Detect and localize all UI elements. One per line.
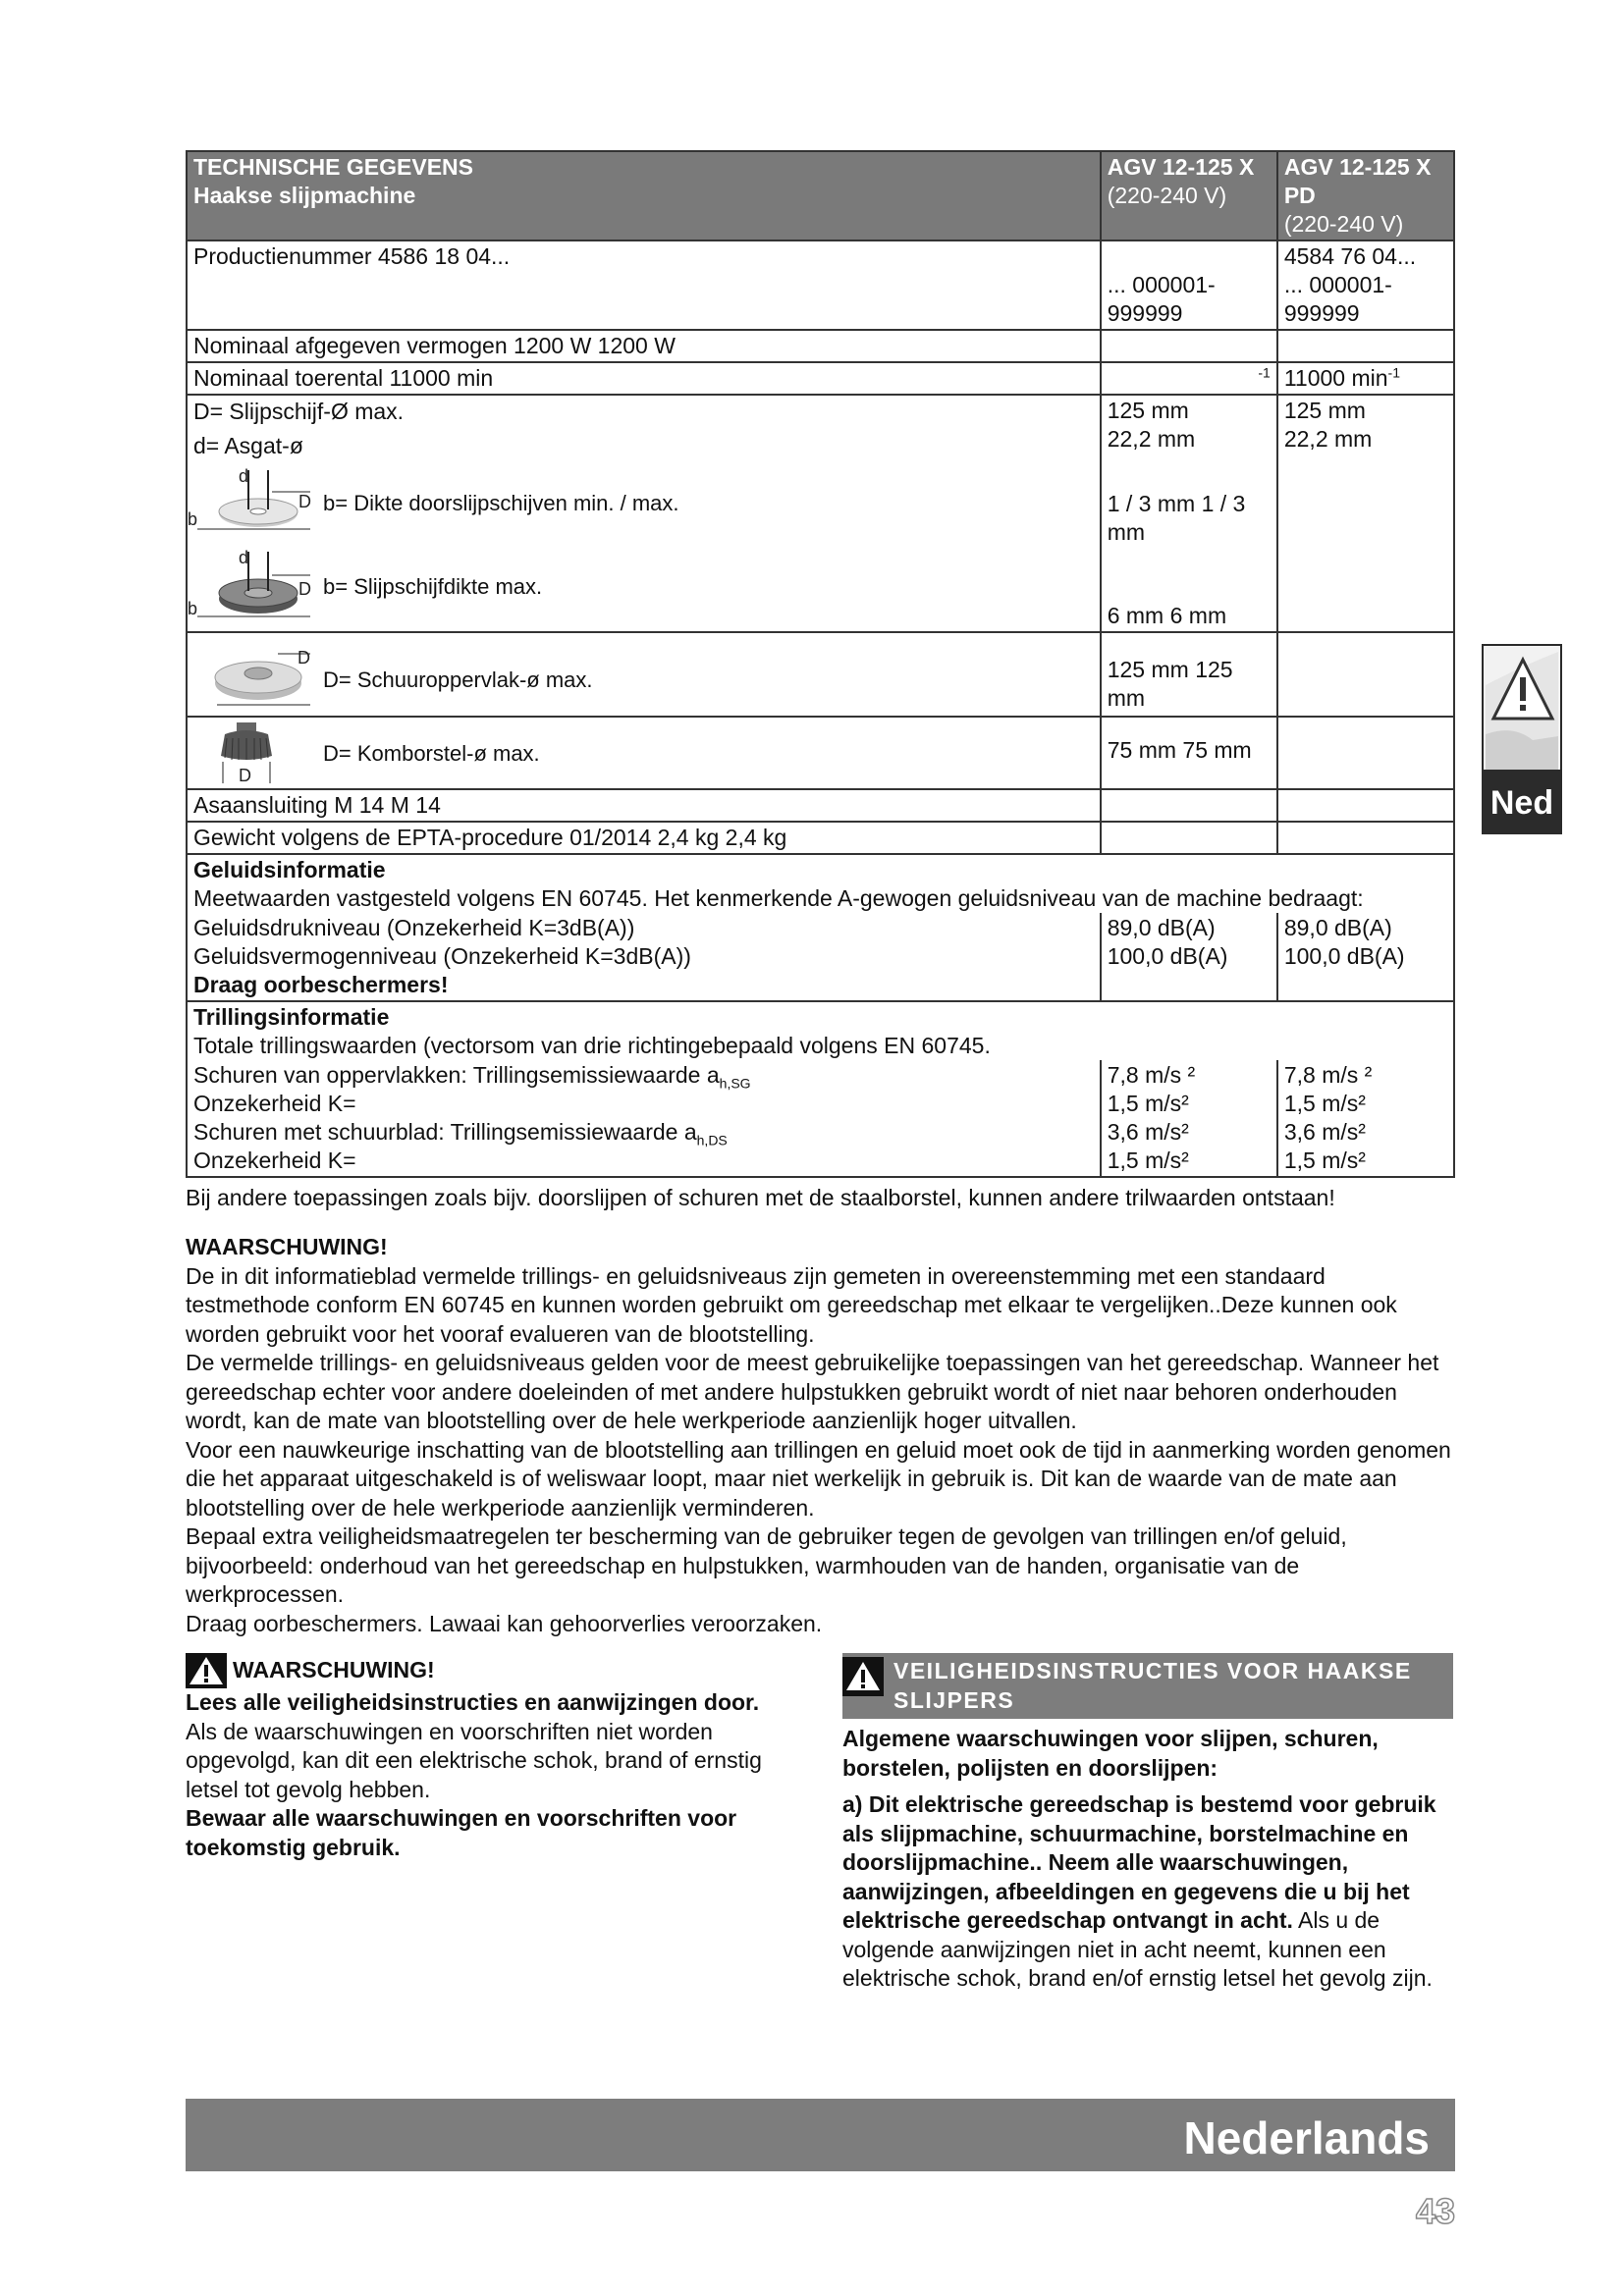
ear-protection-note: Draag oorbeschermers! [193,972,449,997]
table-row [187,395,1454,632]
bore-label: d= Asgat-ø [193,433,303,458]
vibration-note: Bij andere toepassingen zoals bijv. doorslijpen of schuren met de staalborstel, kunnen andere trilwaarden ontstaan! [186,1185,1335,1210]
cut-thickness-label: b= Dikte doorslijpschijven min. / max. [323,490,679,515]
left-keep-instructions: Bewaar alle waarschuwingen en voorschriften voor toekomstig gebruik. [186,1805,737,1860]
table-row [187,1001,1454,1060]
vib-col3-value: 1,5 m/s² [1283,1148,1366,1173]
spindle-label: Asaansluiting M 14 M 14 [193,792,441,818]
svg-text:b: b [188,599,198,618]
product-number-col3a: 4584 76 04... [1283,243,1417,269]
warning-title: WAARSCHUWING! [186,1234,388,1259]
noise-intro: Meetwaarden vastgesteld volgens EN 60745. Het kenmerkende A-gewogen geluidsniveau van de machine bedraagt: [193,885,1364,911]
model2-name: AGV 12-125 X PD [1283,154,1432,208]
table-row [187,240,1454,330]
side-tab-label: Ned [1482,772,1562,834]
table-row [187,330,1454,362]
sanding-label: D= Schuuroppervlak-ø max. [323,667,593,692]
safety-subheading: Algemene waarschuwingen voor slijpen, schuren, borstelen, polijsten en doorslijpen: [842,1726,1379,1781]
left-warning [186,1653,794,1862]
speed-col3: 11000 min [1283,365,1388,391]
noise-pressure-label: Geluidsdrukniveau (Onzekerheid K=3dB(A)) [193,915,635,940]
vib-uncertainty2-label: Onzekerheid K= [193,1148,356,1173]
footer-language: Nederlands [1183,2112,1430,2163]
product-number-label: Productienummer 4586 18 04... [193,243,511,269]
safety-item-bold: a) Dit elektrische gereedschap is bestemd voor gebruik als slijpmachine, schuurmachine, borstelmachine en doorslijpmachine.. Neem alle waarschuwingen, aanwijzingen, afbeeldingen en gegevens die u bij het elektrische gereedschap ontvangt in acht. [842,1791,1436,1933]
product-number-col3b: ... 000001-999999 [1283,272,1392,326]
model2-voltage: (220-240 V) [1283,211,1404,237]
vib-pad-label: Schuren met schuurblad: Trillingsemissiewaarde a [193,1119,697,1145]
vibration-title: Trillingsinformatie [193,1004,390,1030]
table-row [187,913,1454,1001]
hand-warning-icon [1484,646,1560,770]
vib-col2-value: 1,5 m/s² [1107,1148,1189,1173]
warning-paragraph: De in dit informatieblad vermelde trillings- en geluidsniveaus zijn gemeten in overeenstemming met een standaard testmethode conform EN 60745 en kunnen worden gebruikt om gereedschap met elkaar te vergelijken..Deze kunnen ook worden gebruikt voor het vooraf evalueren van de blootstelling. [186,1262,1397,1347]
grind-thickness-label: b= Slijpschijfdikte max. [323,573,543,599]
noise-power-col2: 100,0 dB(A) [1107,943,1228,969]
table-row [187,632,1454,717]
vib-col3-value: 3,6 m/s² [1283,1119,1366,1145]
noise-power-label: Geluidsvermogenniveau (Onzekerheid K=3dB(A)) [193,943,691,969]
bore-col3: 22,2 mm [1283,426,1373,452]
grinding-disc-icon [188,548,315,624]
table-row [187,362,1454,395]
sanding-col2: 125 mm 125 mm [1107,657,1233,711]
bore-col2: 22,2 mm [1107,426,1196,452]
noise-pressure-col3: 89,0 dB(A) [1283,915,1392,940]
vib-col3-value: 7,8 m/s ² [1283,1062,1373,1088]
speed-label: Nominaal toerental 11000 min [193,365,494,391]
table-row [187,1060,1454,1177]
table-row [187,789,1454,822]
table-row [187,822,1454,854]
cut-thickness-col2: 1 / 3 mm 1 / 3 mm [1107,491,1246,545]
warning-paragraph: Draag oorbeschermers. Lawaai kan gehoorverlies veroorzaken. [186,1610,823,1636]
svg-text:D: D [239,766,251,785]
side-tab [1482,644,1562,834]
warning-block [186,1233,1452,1638]
page-number: 43 [1415,2191,1455,2231]
noise-power-col3: 100,0 dB(A) [1283,943,1405,969]
speed-col2-sup: -1 [1258,364,1271,381]
table-header-row [187,151,1454,240]
product-number-col2: ... 000001-999999 [1107,272,1216,326]
weight-label: Gewicht volgens de EPTA-procedure 01/2014 2,4 kg 2,4 kg [193,825,787,850]
table-row [187,854,1454,913]
noise-title: Geluidsinformatie [193,857,386,882]
svg-text:d: d [239,466,249,486]
cutting-disc-icon [188,464,315,541]
vib-col2-value: 3,6 m/s² [1107,1119,1189,1145]
safety-header-text: VEILIGHEIDSINSTRUCTIES VOOR HAAKSE SLIJPERS [893,1658,1412,1713]
brush-col2: 75 mm 75 mm [1107,737,1252,763]
svg-text:D: D [298,579,311,599]
cup-brush-icon [188,719,315,787]
warning-triangle-icon [186,1653,227,1688]
safety-item-text: Als u de volgende aanwijzingen niet in acht neemt, kunnen een elektrische schok, brand en/of ernstig letsel het gevolg zijn. [842,1907,1433,1991]
disc-diameter-col2: 125 mm [1107,398,1189,423]
left-warning-bold: Lees alle veiligheidsinstructies en aanwijzingen door. [186,1689,760,1715]
vibration-intro: Totale trillingswaarden (vectorsom van drie richtingebepaald volgens EN 60745. [193,1033,991,1058]
sanding-disc-icon [188,636,315,713]
safety-header [842,1653,1453,1719]
vib-sand-label: Schuren van oppervlakken: Trillingsemissiewaarde a [193,1062,720,1088]
disc-diameter-col3: 125 mm [1283,398,1366,423]
vib-col2-value: 1,5 m/s² [1107,1091,1189,1116]
svg-text:d: d [239,548,249,567]
left-warning-title: WAARSCHUWING! [233,1657,435,1683]
footer-bar [186,2099,1455,2171]
svg-text:D: D [298,648,310,667]
power-label: Nominaal afgegeven vermogen 1200 W 1200 W [193,333,676,358]
model1-voltage: (220-240 V) [1107,183,1227,208]
vib-col2-value: 7,8 m/s ² [1107,1062,1196,1088]
vib-pad-sub: h,DS [696,1132,728,1148]
table-title: TECHNISCHE GEGEVENS [193,154,473,180]
disc-diameter-label: D= Slijpschijf-Ø max. [193,399,405,424]
warning-paragraph: Bepaal extra veiligheidsmaatregelen ter bescherming van de gebruiker tegen de gevolgen van trillingen en/of geluid, bijvoorbeeld: onderhoud van het gereedschap en hulpstukken, warmhouden van de handen, organisatie van de werkprocessen. [186,1523,1347,1607]
noise-pressure-col2: 89,0 dB(A) [1107,915,1216,940]
vib-sand-sub: h,SG [719,1075,751,1092]
vib-col3-value: 1,5 m/s² [1283,1091,1366,1116]
warning-paragraph: Voor een nauwkeurige inschatting van de blootstelling aan trillingen en geluid moet ook de tijd in aanmerking worden genomen die het apparaat uitgeschakeld is of weliswaar loopt, maar niet werkelijk in gebruik is. Dit kan de waarde van de mate aan blootstelling over de hele werkperiode aanzienlijk verminderen. [186,1436,1451,1521]
spec-table [186,150,1455,1178]
vib-uncertainty1-label: Onzekerheid K= [193,1091,356,1116]
table-row [187,717,1454,789]
svg-text:b: b [188,509,198,529]
warning-paragraph: De vermelde trillings- en geluidsniveaus gelden voor de meest gebruikelijke toepassingen van het gereedschap. Wanneer het gereedschap echter voor andere doeleinden of met andere hulpstukken gebruikt wordt of niet naar behoren onderhouden wordt, kan de mate van blootstelling over de hele werkperiode aanzienlijk hoger uitvallen. [186,1350,1439,1433]
grind-thickness-col2: 6 mm 6 mm [1107,603,1227,628]
brush-label: D= Komborstel-ø max. [323,740,540,766]
model1-name: AGV 12-125 X [1107,154,1255,180]
table-subtitle: Haakse slijpmachine [193,183,416,208]
right-safety [842,1653,1453,1994]
left-warning-text: Als de waarschuwingen en voorschriften niet worden opgevolgd, kan dit een elektrische schok, brand of ernstig letsel tot gevolg hebben. [186,1718,762,1802]
speed-col3-sup: -1 [1387,364,1400,381]
svg-text:D: D [298,492,311,511]
warning-triangle-icon [842,1657,884,1696]
side-tab-image [1482,644,1562,772]
